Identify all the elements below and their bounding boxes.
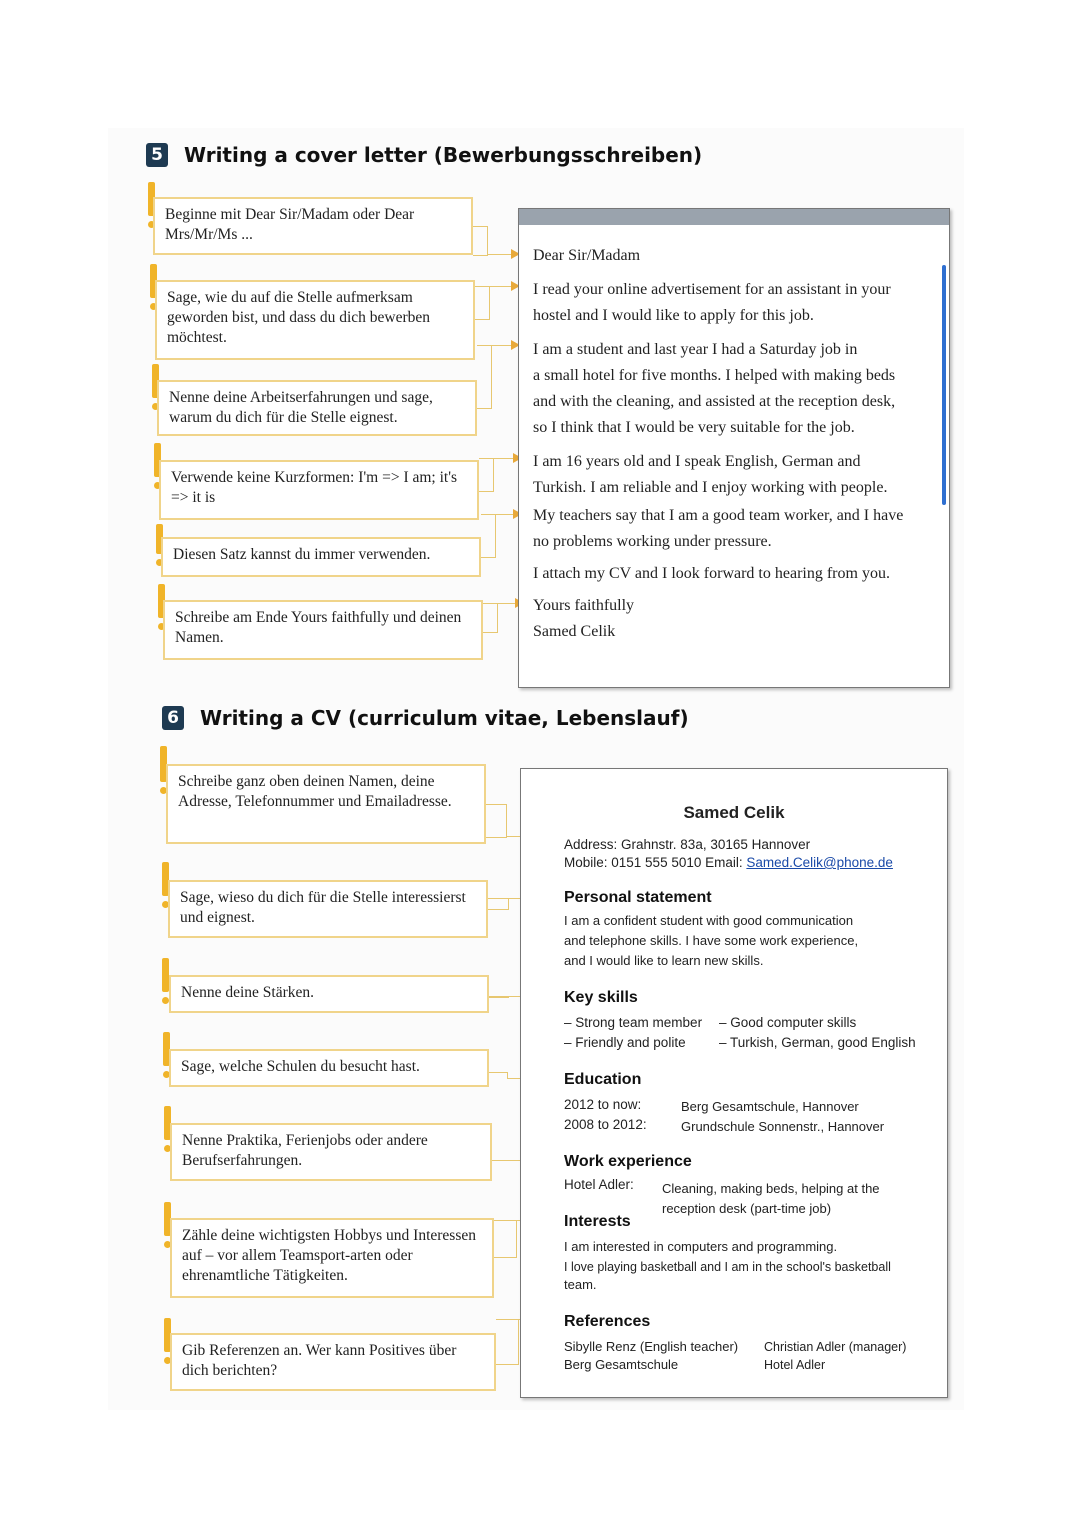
letter-line: no problems working under pressure.: [533, 533, 772, 550]
cv-contact-prefix: Mobile: 0151 555 5010 Email:: [564, 855, 743, 870]
exclamation-dot-icon: [162, 997, 169, 1004]
connector-line: [486, 804, 507, 838]
section-6-heading: [162, 706, 689, 730]
cv-work-heading: Work experience: [564, 1153, 692, 1170]
cv-contact: [564, 853, 893, 873]
section-5-heading: [146, 143, 702, 167]
connector-line: [496, 1319, 519, 1365]
connector-line: [483, 603, 498, 633]
cv-reference-name: Christian Adler (manager): [764, 1340, 907, 1354]
cv-education-school: Berg Gesamtschule, Hannover: [681, 1099, 859, 1114]
connector-line: [491, 345, 511, 346]
letter-line: I am 16 years old and I speak English, German and: [533, 453, 861, 470]
connector-line: [489, 286, 511, 287]
connector-line: [477, 345, 492, 409]
cv-interests-line: team.: [564, 1277, 597, 1292]
tip-note-4: Verwende keine Kurzformen: I'm => I am; it's => it is: [159, 460, 479, 520]
cv-education-period: 2012 to now:: [564, 1097, 642, 1112]
connector-line: [495, 514, 513, 515]
connector-line: [475, 286, 490, 320]
section-6-title: Writing a CV (curriculum vitae, Lebenslauf): [200, 706, 689, 730]
cv-document: [520, 768, 948, 1398]
tip-note-1: Beginne mit Dear Sir/Madam oder Dear Mrs/Mr/Ms ...: [153, 197, 473, 255]
tip-note-3: Nenne deine Arbeitserfahrungen und sage, warum du dich für die Stelle eignest.: [157, 380, 477, 436]
exclamation-icon: [162, 958, 169, 992]
letter-line: hostel and I would like to apply for this job.: [533, 307, 814, 324]
tip-note-cv-1: Schreibe ganz oben deinen Namen, deine Adresse, Telefonnummer und Emailadresse.: [166, 764, 486, 844]
cv-education-school: Grundschule Sonnenstr., Hannover: [681, 1119, 885, 1134]
cv-reference-org: Berg Gesamtschule: [564, 1357, 679, 1372]
cv-education-period: 2008 to 2012:: [564, 1117, 647, 1132]
cv-personal-heading: Personal statement: [564, 889, 712, 906]
connector-line: [473, 226, 488, 256]
window-title-bar: [519, 209, 949, 225]
letter-closing: Yours faithfully: [533, 597, 635, 614]
cv-skill: – Friendly and polite: [564, 1035, 686, 1050]
cv-interests-heading: Interests: [564, 1213, 631, 1230]
letter-line: so I think that I would be very suitable for the job.: [533, 419, 855, 436]
letter-line: I read your online advertisement for an assistant in your: [533, 281, 891, 298]
cv-reference-name: Sibylle Renz (English teacher): [564, 1339, 739, 1354]
cv-work-line: reception desk (part-time job): [662, 1201, 832, 1216]
section-5-number: 5: [146, 143, 168, 167]
section-6-number: 6: [162, 706, 184, 730]
cv-personal-line: I am a confident student with good communication: [564, 913, 854, 928]
connector-line: [487, 254, 511, 255]
tip-note-5: Diesen Satz kannst du immer verwenden.: [161, 537, 481, 577]
cv-references-heading: References: [564, 1313, 651, 1330]
connector-line: [489, 1072, 507, 1073]
connector-line: [488, 898, 509, 910]
tip-note-cv-4: Sage, welche Schulen du besucht hast.: [169, 1049, 489, 1087]
letter-signature: Samed Celik: [533, 623, 616, 640]
cv-skill: – Turkish, German, good English: [719, 1035, 916, 1050]
letter-line: a small hotel for five months. I helped with making beds: [533, 367, 896, 384]
tip-note-cv-6: Zähle deine wichtigsten Hobbys und Interessen auf – vor allem Teamsport-arten oder ehrenamtliche Tätigkeiten.: [170, 1218, 494, 1298]
tip-note-cv-3: Nenne deine Stärken.: [169, 975, 489, 1013]
tip-note-cv-7: Gib Referenzen an. Wer kann Positives über dich berichten?: [170, 1333, 496, 1391]
cv-skill: – Strong team member: [564, 1015, 703, 1030]
connector-line: [493, 458, 513, 459]
letter-line: I am a student and last year I had a Saturday job in: [533, 341, 858, 358]
section-5-title: Writing a cover letter (Bewerbungsschreiben): [184, 143, 703, 167]
letter-line: My teachers say that I am a good team worker, and I have: [533, 507, 904, 524]
letter-line: and with the cleaning, and assisted at the reception desk,: [533, 393, 896, 410]
email-link[interactable]: Samed.Celik@phone.de: [746, 855, 893, 870]
cv-name: Samed Celik: [683, 803, 785, 822]
tip-note-cv-2: Sage, wieso du dich für die Stelle interessierst und eignest.: [168, 880, 488, 938]
cv-interests-line: I love playing basketball and I am in the school's basketball: [564, 1260, 891, 1274]
scrollbar[interactable]: [942, 265, 946, 505]
cv-skills-heading: Key skills: [564, 989, 638, 1006]
cv-education-heading: Education: [564, 1071, 642, 1088]
tip-note-6: Schreibe am Ende Yours faithfully und deinen Namen.: [163, 600, 483, 660]
cv-personal-line: and telephone skills. I have some work experience,: [564, 933, 859, 948]
letter-line: I attach my CV and I look forward to hearing from you.: [533, 565, 890, 582]
cv-address: Address: Grahnstr. 83a, 30165 Hannover: [564, 837, 811, 852]
connector-line: [481, 514, 496, 558]
letter-line: Turkish. I am reliable and I enjoy working with people.: [533, 479, 888, 496]
cv-skill: – Good computer skills: [719, 1015, 857, 1030]
cv-reference-org: Hotel Adler: [764, 1358, 826, 1372]
cover-letter-window: [518, 208, 950, 688]
connector-line: [494, 1220, 517, 1258]
cv-work-line: Cleaning, making beds, helping at the: [662, 1181, 880, 1196]
connector-line: [497, 603, 515, 604]
cv-personal-line: and I would like to learn new skills.: [564, 953, 764, 968]
cv-work-place: Hotel Adler:: [564, 1177, 634, 1192]
tip-note-cv-5: Nenne Praktika, Ferienjobs oder andere Berufserfahrungen.: [170, 1123, 492, 1181]
tip-note-2: Sage, wie du auf die Stelle aufmerksam geworden bist, und dass du dich bewerben möchtest.: [155, 280, 475, 360]
cv-interests-line: I am interested in computers and programming.: [564, 1239, 838, 1254]
connector-line: [479, 458, 494, 492]
letter-salutation: Dear Sir/Madam: [533, 247, 641, 264]
